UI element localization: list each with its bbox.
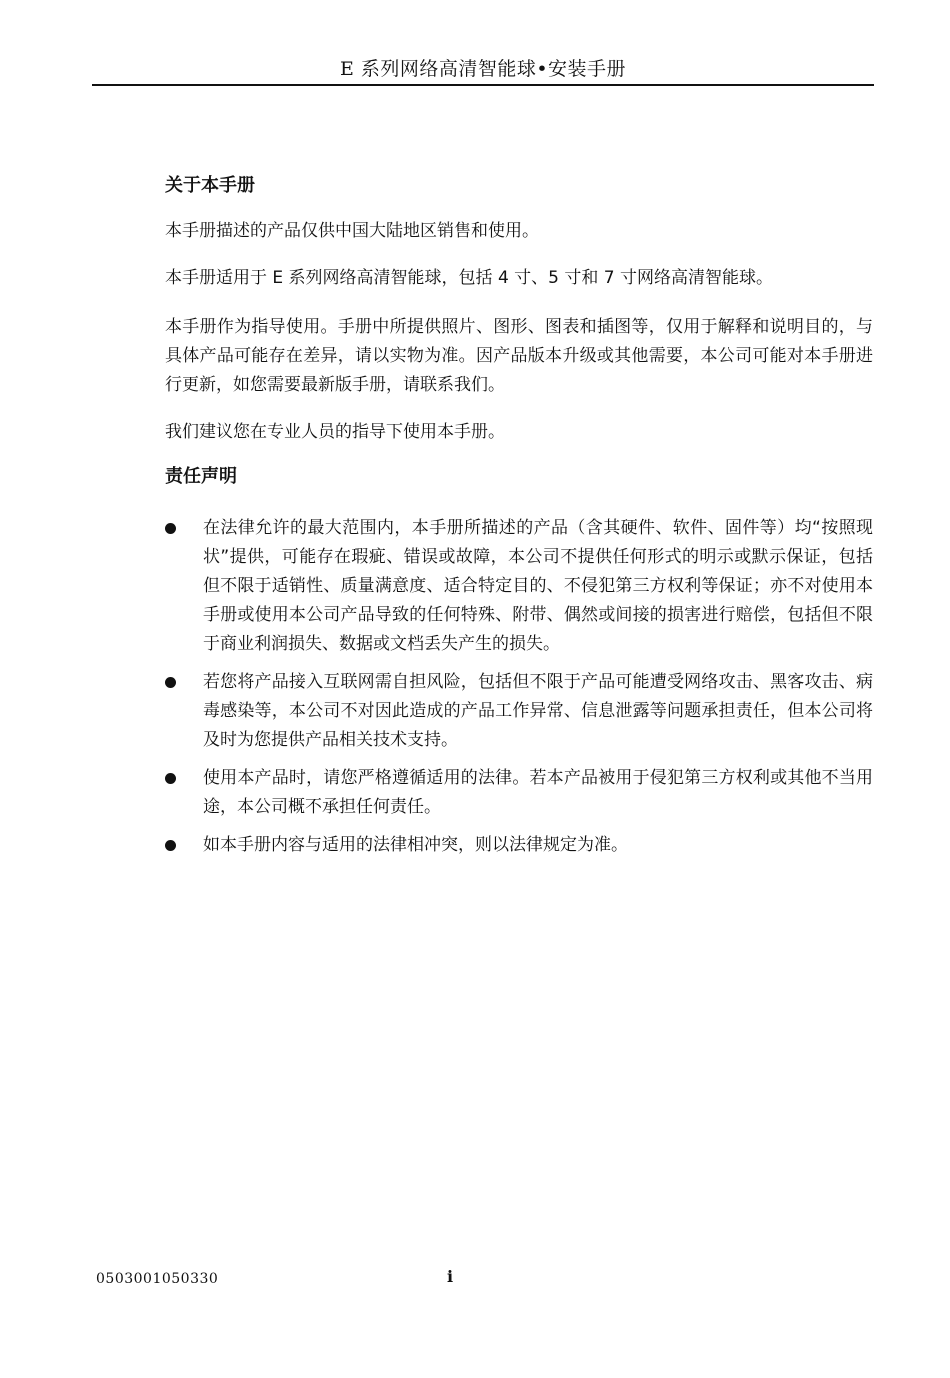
page-number: i: [446, 1267, 454, 1286]
document-code: 0503001050330: [96, 1271, 219, 1287]
list-item: [165, 764, 873, 822]
list-item: [165, 831, 873, 860]
list-item: [165, 514, 873, 659]
disclaimer-list: [165, 514, 873, 860]
disclaimer-item-text: 在法律允许的最大范围内，本手册所描述的产品（含其硬件、软件、固件等）均“按照现状”提供，可能存在瑕疵、错误或故障，本公司不提供任何形式的明示或默示保证，包括但不限于适销性、质量满意度、适合特定目的、不侵犯第三方权利等保证；亦不对使用本手册或使用本公司产品导致的任何特殊、附带、偶然或间接的损害进行赔偿，包括但不限于商业利润损失、数据或文档丢失产生的损失。: [203, 518, 873, 654]
about-paragraph: 本手册作为指导使用。手册中所提供照片、图形、图表和插图等，仅用于解释和说明目的，与具体产品可能存在差异，请以实物为准。因产品版本升级或其他需要，本公司可能对本手册进行更新，如您需要最新版手册，请联系我们。: [165, 317, 873, 395]
header-rule: [92, 84, 874, 86]
disclaimer-item-text: 使用本产品时，请您严格遵循适用的法律。若本产品被用于侵犯第三方权利或其他不当用途，本公司概不承担任何责任。: [203, 768, 873, 817]
list-item: [165, 668, 873, 755]
section-title-about-manual: 关于本手册: [165, 175, 255, 196]
bullet-dot-icon: [165, 523, 176, 534]
bullet-dot-icon: [165, 677, 176, 688]
bullet-dot-icon: [165, 840, 176, 851]
about-paragraph: 本手册描述的产品仅供中国大陆地区销售和使用。: [165, 221, 539, 241]
bullet-dot-icon: [165, 773, 176, 784]
disclaimer-item-text: 若您将产品接入互联网需自担风险，包括但不限于产品可能遭受网络攻击、黑客攻击、病毒感染等，本公司不对因此造成的产品工作异常、信息泄露等问题承担责任，但本公司将及时为您提供产品相关技术支持。: [203, 672, 873, 750]
disclaimer-item-text: 如本手册内容与适用的法律相冲突，则以法律规定为准。: [203, 835, 628, 855]
section-title-disclaimer: 责任声明: [165, 466, 237, 487]
about-paragraph: 我们建议您在专业人员的指导下使用本手册。: [165, 422, 505, 442]
running-header: E 系列网络高清智能球•安装手册: [339, 58, 627, 80]
page-content: [165, 173, 873, 869]
about-paragraph: 本手册适用于 E 系列网络高清智能球，包括 4 寸、5 寸和 7 寸网络高清智能球。: [165, 268, 774, 288]
